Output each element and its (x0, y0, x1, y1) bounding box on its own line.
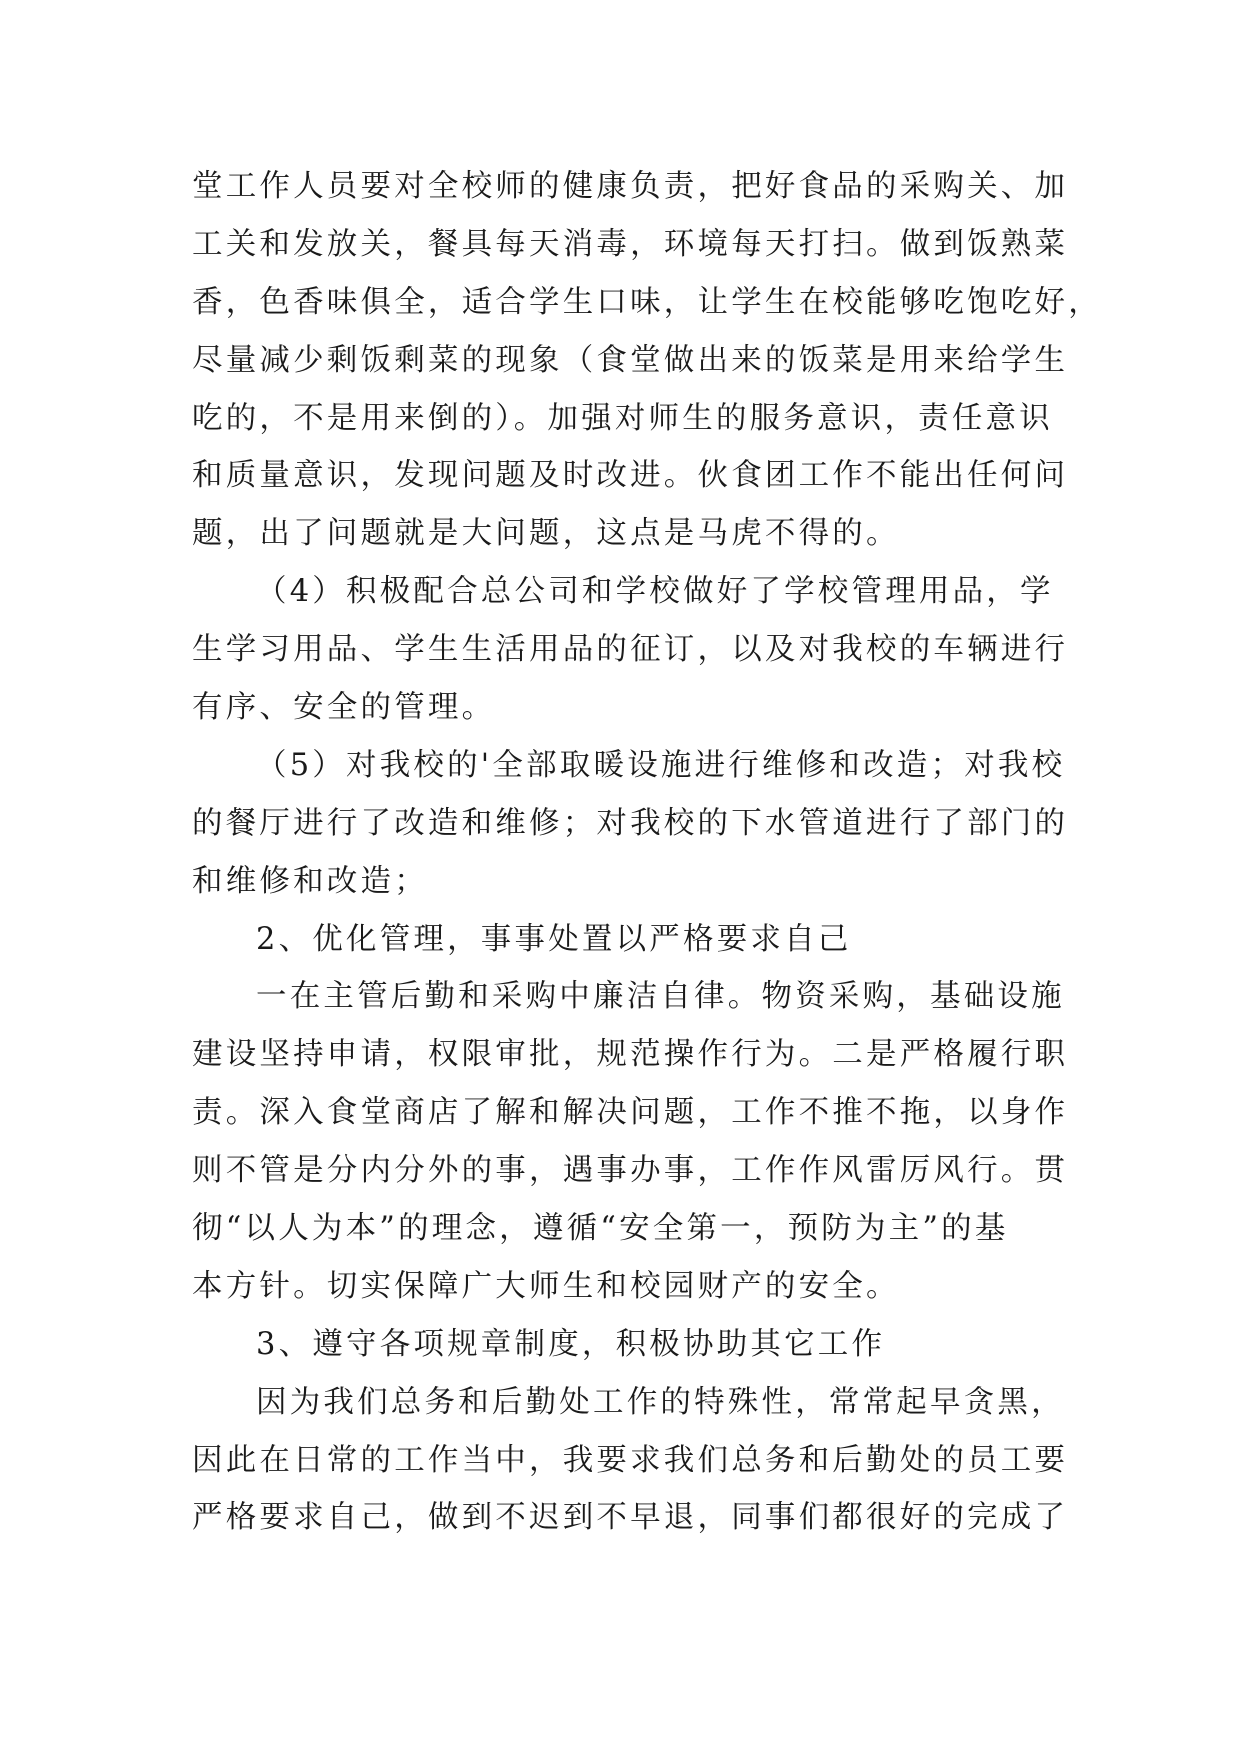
text-line: 责。深入食堂商店了解和解决问题，工作不推不拖，以身作 (192, 1095, 1069, 1131)
text-line: 本方针。切实保障广大师生和校园财产的安全。 (192, 1268, 900, 1304)
text-line: 因此在日常的工作当中，我要求我们总务和后勤处的员工要 (192, 1442, 1069, 1478)
text-line: 有序、安全的管理。 (192, 690, 496, 726)
document-body (192, 158, 1102, 1547)
text-line: 和维修和改造； (192, 863, 428, 899)
text-line: 尽量减少剩饭剩菜的现象（食堂做出来的饭菜是用来给学生 (192, 342, 1069, 378)
section-heading: 2、优化管理，事事处置以严格要求自己 (256, 921, 852, 957)
text-line: 彻“以人为本”的理念，遵循“安全第一，预防为主”的基 (192, 1211, 1009, 1247)
text-line: 则不管是分内分外的事，遇事办事，工作作风雷厉风行。贯 (192, 1153, 1069, 1189)
text-line: 工关和发放关，餐具每天消毒，环境每天打扫。做到饭熟菜 (192, 226, 1069, 262)
paragraph-start-line: 一在主管后勤和采购中廉洁自律。物资采购，基础设施 (256, 979, 1065, 1015)
text-line: 的餐厅进行了改造和维修；对我校的下水管道进行了部门的 (192, 805, 1069, 841)
section-heading: 3、遵守各项规章制度，积极协助其它工作 (256, 1326, 886, 1362)
text-line: 生学习用品、学生生活用品的征订，以及对我校的车辆进行 (192, 632, 1069, 668)
text-line: 香，色香味俱全，适合学生口味，让学生在校能够吃饱吃好， (192, 284, 1102, 320)
paragraph-start-line: 因为我们总务和后勤处工作的特殊性，常常起早贪黑， (256, 1384, 1065, 1420)
text-line: 堂工作人员要对全校师的健康负责，把好食品的采购关、加 (192, 169, 1069, 204)
text-line: 严格要求自己，做到不迟到不早退，同事们都很好的完成了 (192, 1500, 1069, 1536)
paragraph-start-line: （4）积极配合总公司和学校做好了学校管理用品，学 (256, 574, 1054, 610)
text-line: 建设坚持申请，权限审批，规范操作行为。二是严格履行职 (192, 1037, 1069, 1073)
text-line: 吃的，不是用来倒的）。加强对师生的服务意识，责任意识 (192, 400, 1053, 436)
text-line: 题，出了问题就是大问题，这点是马虎不得的。 (192, 516, 900, 552)
text-line: 和质量意识，发现问题及时改进。伙食团工作不能出任何问 (192, 458, 1069, 494)
paragraph-start-line: （5）对我校的'全部取暖设施进行维修和改造；对我校 (256, 747, 1066, 783)
